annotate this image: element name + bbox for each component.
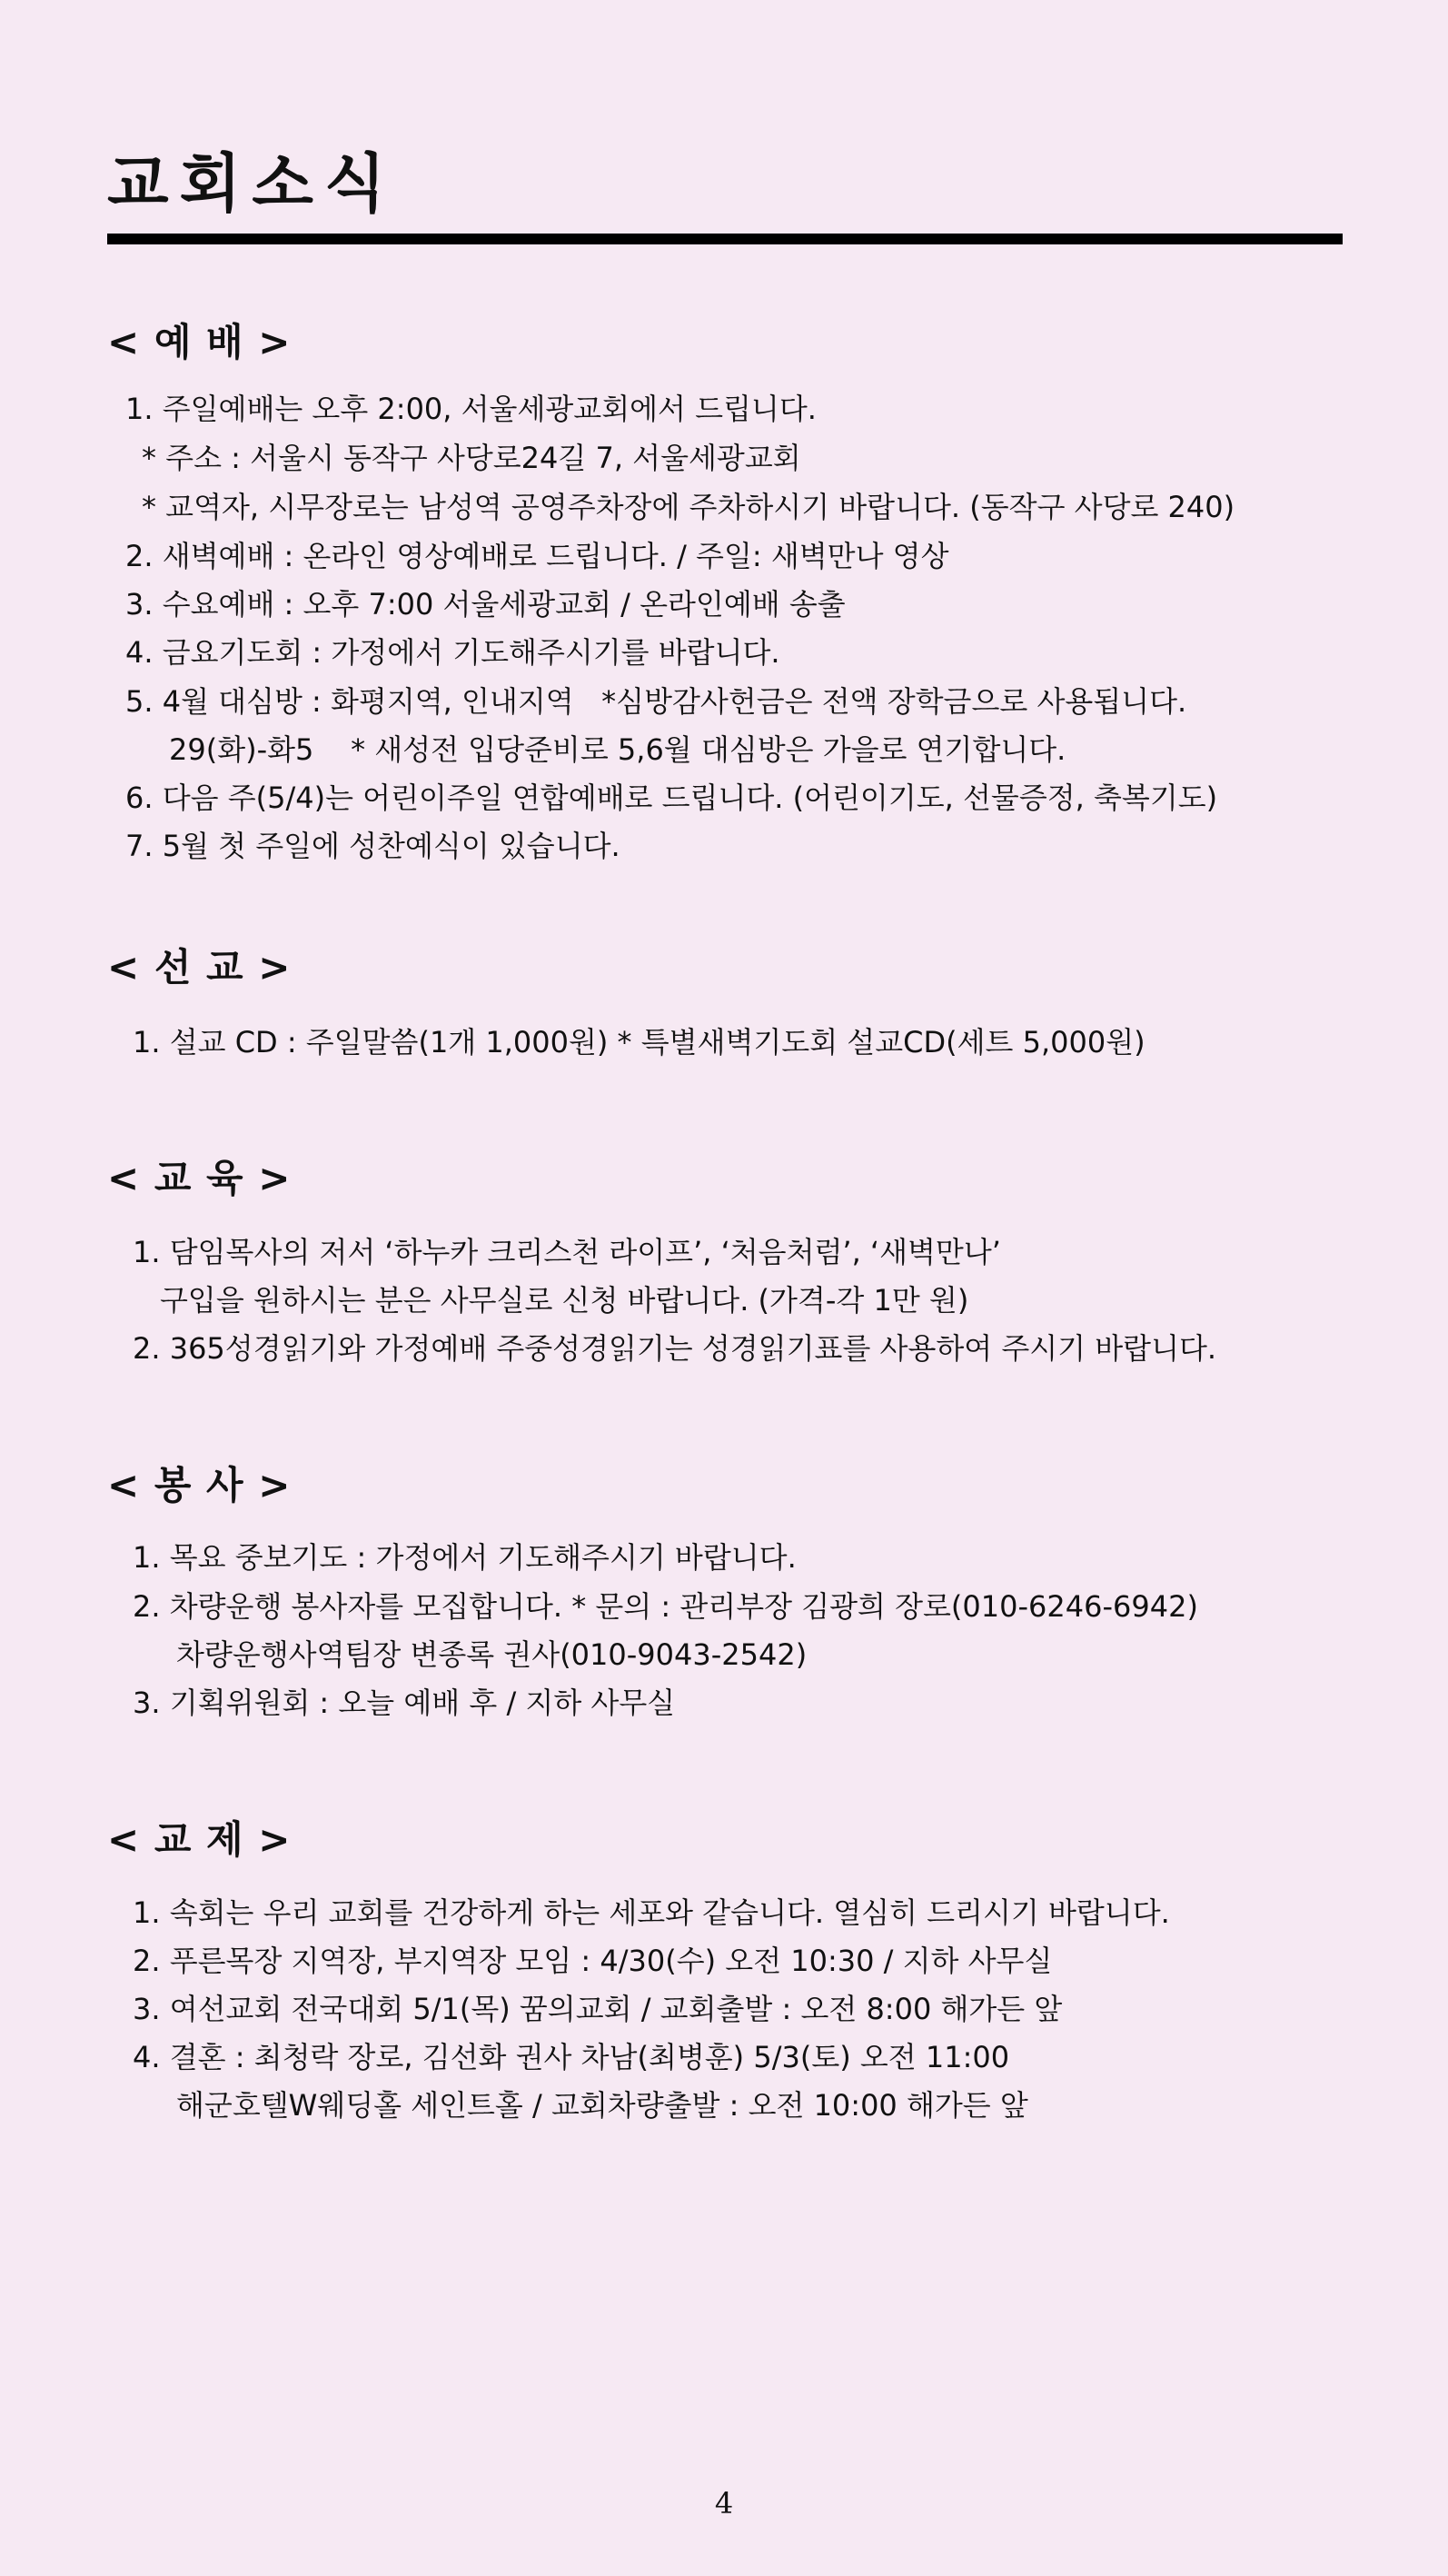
page-title: 교회소식 [107,146,397,221]
education-item-1: 1. 담임목사의 저서 ‘하누카 크리스천 라이프’, ‘처음처럼’, ‘새벽만나’ [133,1235,1001,1269]
worship-item-7: 7. 5월 첫 주일에 성찬예식이 있습니다. [125,829,620,863]
worship-item-3: 3. 수요예배 : 오후 7:00 서울세광교회 / 온라인예배 송출 [125,587,846,622]
worship-note-address: * 주소 : 서울시 동작구 사당로24길 7, 서울세광교회 [142,441,801,475]
worship-item-6: 6. 다음 주(5/4)는 어린이주일 연합예배로 드립니다. (어린이기도, 선물증정, 축복기도) [125,781,1218,815]
title-divider [107,234,1343,244]
section-heading-mission: < 선 교 > [107,945,292,990]
section-heading-fellowship: < 교 제 > [107,1817,292,1862]
worship-item-5-continued: 29(화)-화5 * 새성전 입당준비로 5,6월 대심방은 가을로 연기합니다. [169,732,1066,767]
fellowship-item-3: 3. 여선교회 전국대회 5/1(목) 꿈의교회 / 교회출발 : 오전 8:00 해가든 앞 [133,1992,1063,2026]
worship-item-2: 2. 새벽예배 : 온라인 영상예배로 드립니다. / 주일: 새벽만나 영상 [125,539,949,573]
section-heading-education: < 교 육 > [107,1156,292,1200]
mission-item-1: 1. 설교 CD : 주일말씀(1개 1,000원) * 특별새벽기도회 설교CD(세트 5,000원) [133,1025,1146,1059]
worship-item-1: 1. 주일예배는 오후 2:00, 서울세광교회에서 드립니다. [125,392,817,426]
fellowship-item-2: 2. 푸른목장 지역장, 부지역장 모임 : 4/30(수) 오전 10:30 / 지하 사무실 [133,1944,1053,1978]
education-item-2: 2. 365성경읽기와 가정예배 주중성경읽기는 성경읽기표를 사용하여 주시기 바랍니다. [133,1331,1217,1366]
service-item-2-continued: 차량운행사역팀장 변종록 권사(010-9043-2542) [176,1637,808,1672]
section-heading-worship: < 예 배 > [107,320,292,364]
fellowship-item-4-continued: 해군호텔W웨딩홀 세인트홀 / 교회차량출발 : 오전 10:00 해가든 앞 [176,2088,1028,2123]
service-item-1: 1. 목요 중보기도 : 가정에서 기도해주시기 바랍니다. [133,1540,797,1575]
page-number: 4 [714,2486,734,2521]
education-item-1-continued: 구입을 원하시는 분은 사무실로 신청 바랍니다. (가격-각 1만 원) [160,1283,969,1318]
service-item-3: 3. 기획위원회 : 오늘 예배 후 / 지하 사무실 [133,1686,676,1720]
worship-note-parking: * 교역자, 시무장로는 남성역 공영주차장에 주차하시기 바랍니다. (동작구 사당로 240) [142,490,1235,524]
fellowship-item-1: 1. 속회는 우리 교회를 건강하게 하는 세포와 같습니다. 열심히 드리시기 바랍니다. [133,1895,1170,1930]
worship-item-5: 5. 4월 대심방 : 화평지역, 인내지역 *심방감사헌금은 전액 장학금으로 사용됩니다. [125,684,1187,719]
section-heading-service: < 봉 사 > [107,1463,292,1507]
worship-item-4: 4. 금요기도회 : 가정에서 기도해주시기를 바랍니다. [125,635,780,670]
service-item-2: 2. 차량운행 봉사자를 모집합니다. * 문의 : 관리부장 김광희 장로(010-6246-6942) [133,1589,1198,1624]
fellowship-item-4: 4. 결혼 : 최청락 장로, 김선화 권사 차남(최병훈) 5/3(토) 오전 11:00 [133,2040,1010,2074]
